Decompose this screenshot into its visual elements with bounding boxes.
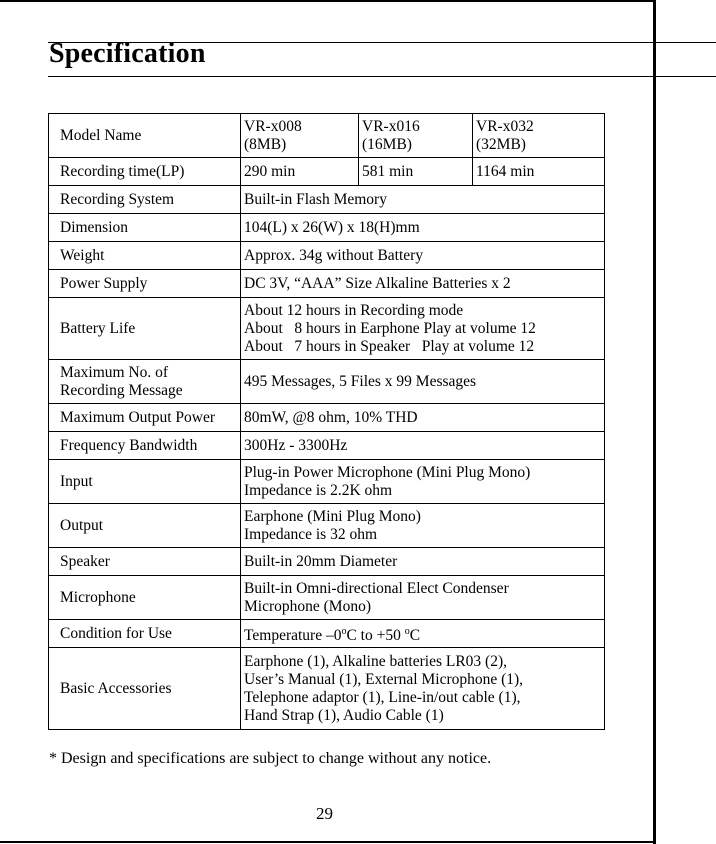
value-cell: 1164 min	[473, 158, 605, 186]
right-border	[653, 0, 656, 844]
row-label: Condition for Use	[49, 620, 241, 648]
row-label: Recording time(LP)	[49, 158, 241, 186]
table-row-max-output	[49, 404, 605, 432]
table-row-weight	[49, 242, 605, 270]
row-label: Battery Life	[49, 298, 241, 360]
row-label: Power Supply	[49, 270, 241, 298]
table-row-battery-life	[49, 298, 605, 360]
row-label: Maximum Output Power	[49, 404, 241, 432]
value-cell: Temperature –0$^o$C to +50 $^o$C	[241, 620, 605, 648]
model-cell-3: VR-x032 (32MB)	[473, 114, 605, 158]
row-label: Speaker	[49, 548, 241, 576]
model-cell-1: VR-x008 (8MB)	[241, 114, 359, 158]
value-cell: About 12 hours in Recording mode About 8 hours in Earphone Play at volume 12 About 7 hours in Speaker Play at volume 12	[241, 298, 605, 360]
value-cell: Approx. 34g without Battery	[241, 242, 605, 270]
table-row-condition	[49, 620, 605, 648]
table-row-dimension	[49, 214, 605, 242]
value-cell: 300Hz - 3300Hz	[241, 432, 605, 460]
row-label: Basic Accessories	[49, 648, 241, 730]
value-cell: 80mW, @8 ohm, 10% THD	[241, 404, 605, 432]
row-label: Output	[49, 504, 241, 548]
row-label: Model Name	[49, 114, 241, 158]
table-row-microphone	[49, 576, 605, 620]
table-row-input	[49, 460, 605, 504]
page-title: Specification	[49, 38, 206, 69]
row-label: Dimension	[49, 214, 241, 242]
bottom-border	[0, 841, 656, 843]
table-row-power-supply	[49, 270, 605, 298]
value-cell: Built-in Flash Memory	[241, 186, 605, 214]
table-row-recording-time	[49, 158, 605, 186]
table-row-output	[49, 504, 605, 548]
table-row-frequency	[49, 432, 605, 460]
table-row-model-name	[49, 114, 605, 158]
value-cell: 581 min	[359, 158, 473, 186]
value-cell: DC 3V, “AAA” Size Alkaline Batteries x 2	[241, 270, 605, 298]
top-border	[0, 0, 655, 2]
row-label: Microphone	[49, 576, 241, 620]
row-label: Weight	[49, 242, 241, 270]
row-label: Recording System	[49, 186, 241, 214]
value-cell: 104(L) x 26(W) x 18(H)mm	[241, 214, 605, 242]
table-row-speaker	[49, 548, 605, 576]
row-label: Frequency Bandwidth	[49, 432, 241, 460]
value-cell: 290 min	[241, 158, 359, 186]
value-cell: Plug-in Power Microphone (Mini Plug Mono) Impedance is 2.2K ohm	[241, 460, 605, 504]
value-cell: 495 Messages, 5 Files x 99 Messages	[241, 360, 605, 404]
row-label: Input	[49, 460, 241, 504]
table-row-max-messages	[49, 360, 605, 404]
value-cell: Built-in 20mm Diameter	[241, 548, 605, 576]
row-label: Maximum No. of Recording Message	[49, 360, 241, 404]
model-cell-2: VR-x016 (16MB)	[359, 114, 473, 158]
value-cell: Earphone (Mini Plug Mono) Impedance is 32 ohm	[241, 504, 605, 548]
specification-table	[48, 113, 605, 730]
footnote: * Design and specifications are subject to change without any notice.	[49, 750, 492, 767]
value-cell: Built-in Omni-directional Elect Condenser Microphone (Mono)	[241, 576, 605, 620]
page-number: 29	[316, 804, 333, 823]
value-cell: Earphone (1), Alkaline batteries LR03 (2), User’s Manual (1), External Microphone (1), Telephone adaptor (1), Line-in/out cable (1), Hand Strap (1), Audio Cable (1)	[241, 648, 605, 730]
table-row-recording-system	[49, 186, 605, 214]
title-rule-bottom	[48, 76, 716, 77]
table-row-accessories	[49, 648, 605, 730]
